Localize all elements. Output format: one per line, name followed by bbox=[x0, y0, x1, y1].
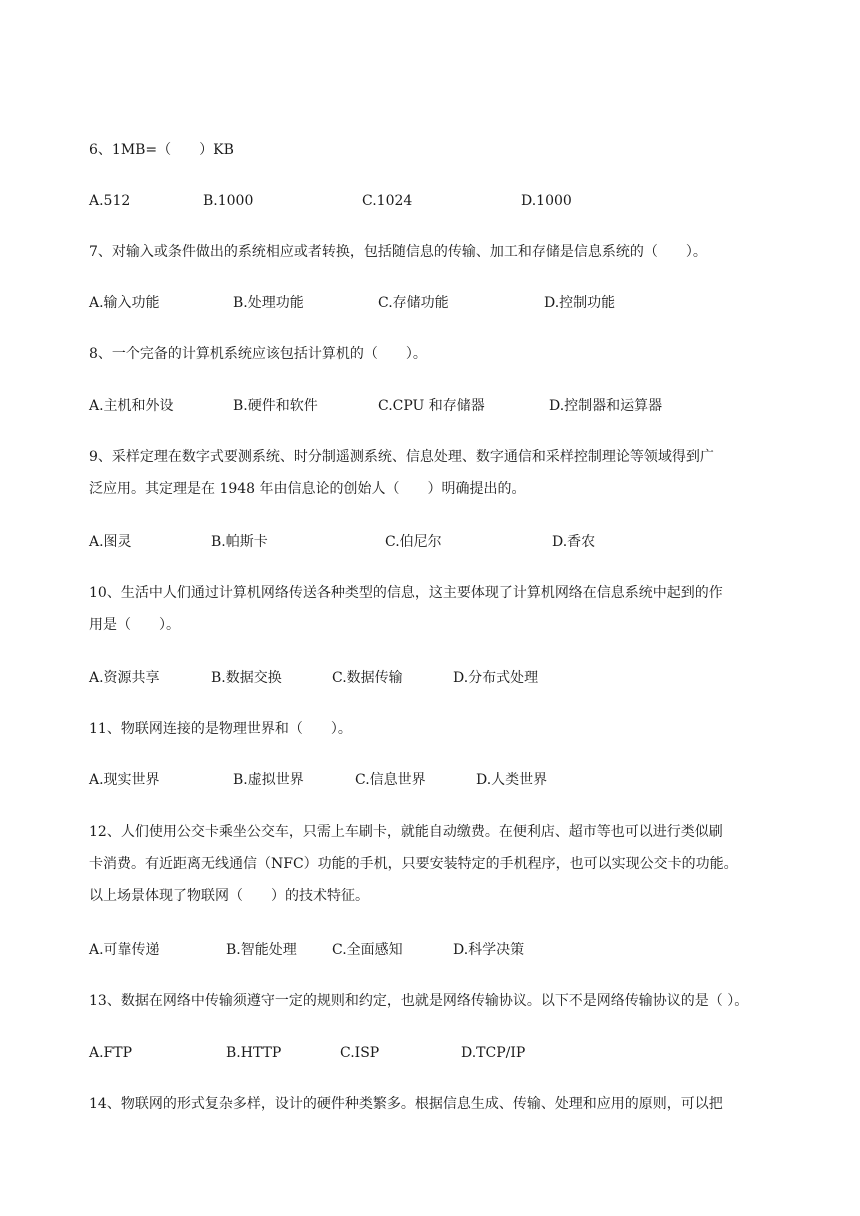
question-11-option-b: B.虚拟世界 bbox=[233, 772, 304, 788]
question-13-option-d: D.TCP/IP bbox=[461, 1045, 526, 1061]
question-12-option-b: B.智能处理 bbox=[226, 942, 297, 958]
question-13-option-a: A.FTP bbox=[89, 1045, 133, 1061]
question-12-option-c: C.全面感知 bbox=[332, 942, 403, 958]
question-11-option-c: C.信息世界 bbox=[355, 772, 426, 788]
question-6-option-c: C.1024 bbox=[362, 193, 413, 209]
question-9-option-c: C.伯尼尔 bbox=[385, 534, 442, 550]
question-14-stem: 14、物联网的形式复杂多样，设计的硬件种类繁多。根据信息生成、传输、处理和应用的原则，可以把 bbox=[89, 1096, 723, 1112]
question-10-option-c: C.数据传输 bbox=[332, 670, 403, 686]
question-6-option-d: D.1000 bbox=[521, 193, 572, 209]
question-13-stem: 13、数据在网络中传输须遵守一定的规则和约定，也就是网络传输协议。以下不是网络传输协议的是（ ）。 bbox=[89, 993, 749, 1009]
question-12-stem-line-1: 12、人们使用公交卡乘坐公交车，只需上车刷卡，就能自动缴费。在便利店、超市等也可以进行类似刷 bbox=[89, 824, 723, 840]
question-9-option-d: D.香农 bbox=[552, 534, 596, 550]
question-8-option-c: C.CPU 和存储器 bbox=[378, 398, 485, 414]
question-9-stem-line-1: 9、采样定理在数字式要测系统、时分制遥测系统、信息处理、数字通信和采样控制理论等领域得到广 bbox=[89, 449, 714, 465]
question-11-option-a: A.现实世界 bbox=[89, 772, 160, 788]
question-12-stem-line-3: 以上场景体现了物联网（ ）的技术特征。 bbox=[89, 888, 369, 904]
question-10-stem-line-1: 10、生活中人们通过计算机网络传送各种类型的信息，这主要体现了计算机网络在信息系统中起到的作 bbox=[89, 585, 723, 601]
question-6-option-a: A.512 bbox=[89, 193, 131, 209]
question-7-option-b: B.处理功能 bbox=[233, 295, 304, 311]
question-7-option-a: A.输入功能 bbox=[89, 295, 160, 311]
question-10-option-d: D.分布式处理 bbox=[453, 670, 539, 686]
question-8-option-b: B.硬件和软件 bbox=[233, 398, 318, 414]
question-10-option-a: A.资源共享 bbox=[89, 670, 160, 686]
question-7-option-c: C.存储功能 bbox=[378, 295, 449, 311]
question-11-stem: 11、物联网连接的是物理世界和（ ）。 bbox=[89, 721, 352, 737]
question-13-option-c: C.ISP bbox=[340, 1045, 380, 1061]
question-8-option-d: D.控制器和运算器 bbox=[549, 398, 663, 414]
question-12-option-d: D.科学决策 bbox=[453, 942, 525, 958]
question-12-stem-line-2: 卡消费。有近距离无线通信（NFC）功能的手机，只要安装特定的手机程序，也可以实现公交卡的功能。 bbox=[89, 856, 738, 872]
question-6-stem: 6、1MB=（ ）KB bbox=[89, 142, 234, 158]
question-7-option-d: D.控制功能 bbox=[544, 295, 616, 311]
question-12-option-a: A.可靠传递 bbox=[89, 942, 160, 958]
question-9-option-a: A.图灵 bbox=[89, 534, 132, 550]
question-9-stem-line-2: 泛应用。其定理是在 1948 年由信息论的创始人（ ）明确提出的。 bbox=[89, 481, 526, 497]
question-7-stem: 7、对输入或条件做出的系统相应或者转换，包括随信息的传输、加工和存储是信息系统的（ ）。 bbox=[89, 244, 707, 260]
question-10-option-b: B.数据交换 bbox=[211, 670, 282, 686]
question-10-stem-line-2: 用是（ ）。 bbox=[89, 617, 180, 633]
question-11-option-d: D.人类世界 bbox=[476, 772, 548, 788]
question-8-option-a: A.主机和外设 bbox=[89, 398, 174, 414]
question-6-option-b: B.1000 bbox=[203, 193, 254, 209]
question-9-option-b: B.帕斯卡 bbox=[211, 534, 268, 550]
question-8-stem: 8、一个完备的计算机系统应该包括计算机的（ ）。 bbox=[89, 346, 427, 362]
question-13-option-b: B.HTTP bbox=[226, 1045, 282, 1061]
